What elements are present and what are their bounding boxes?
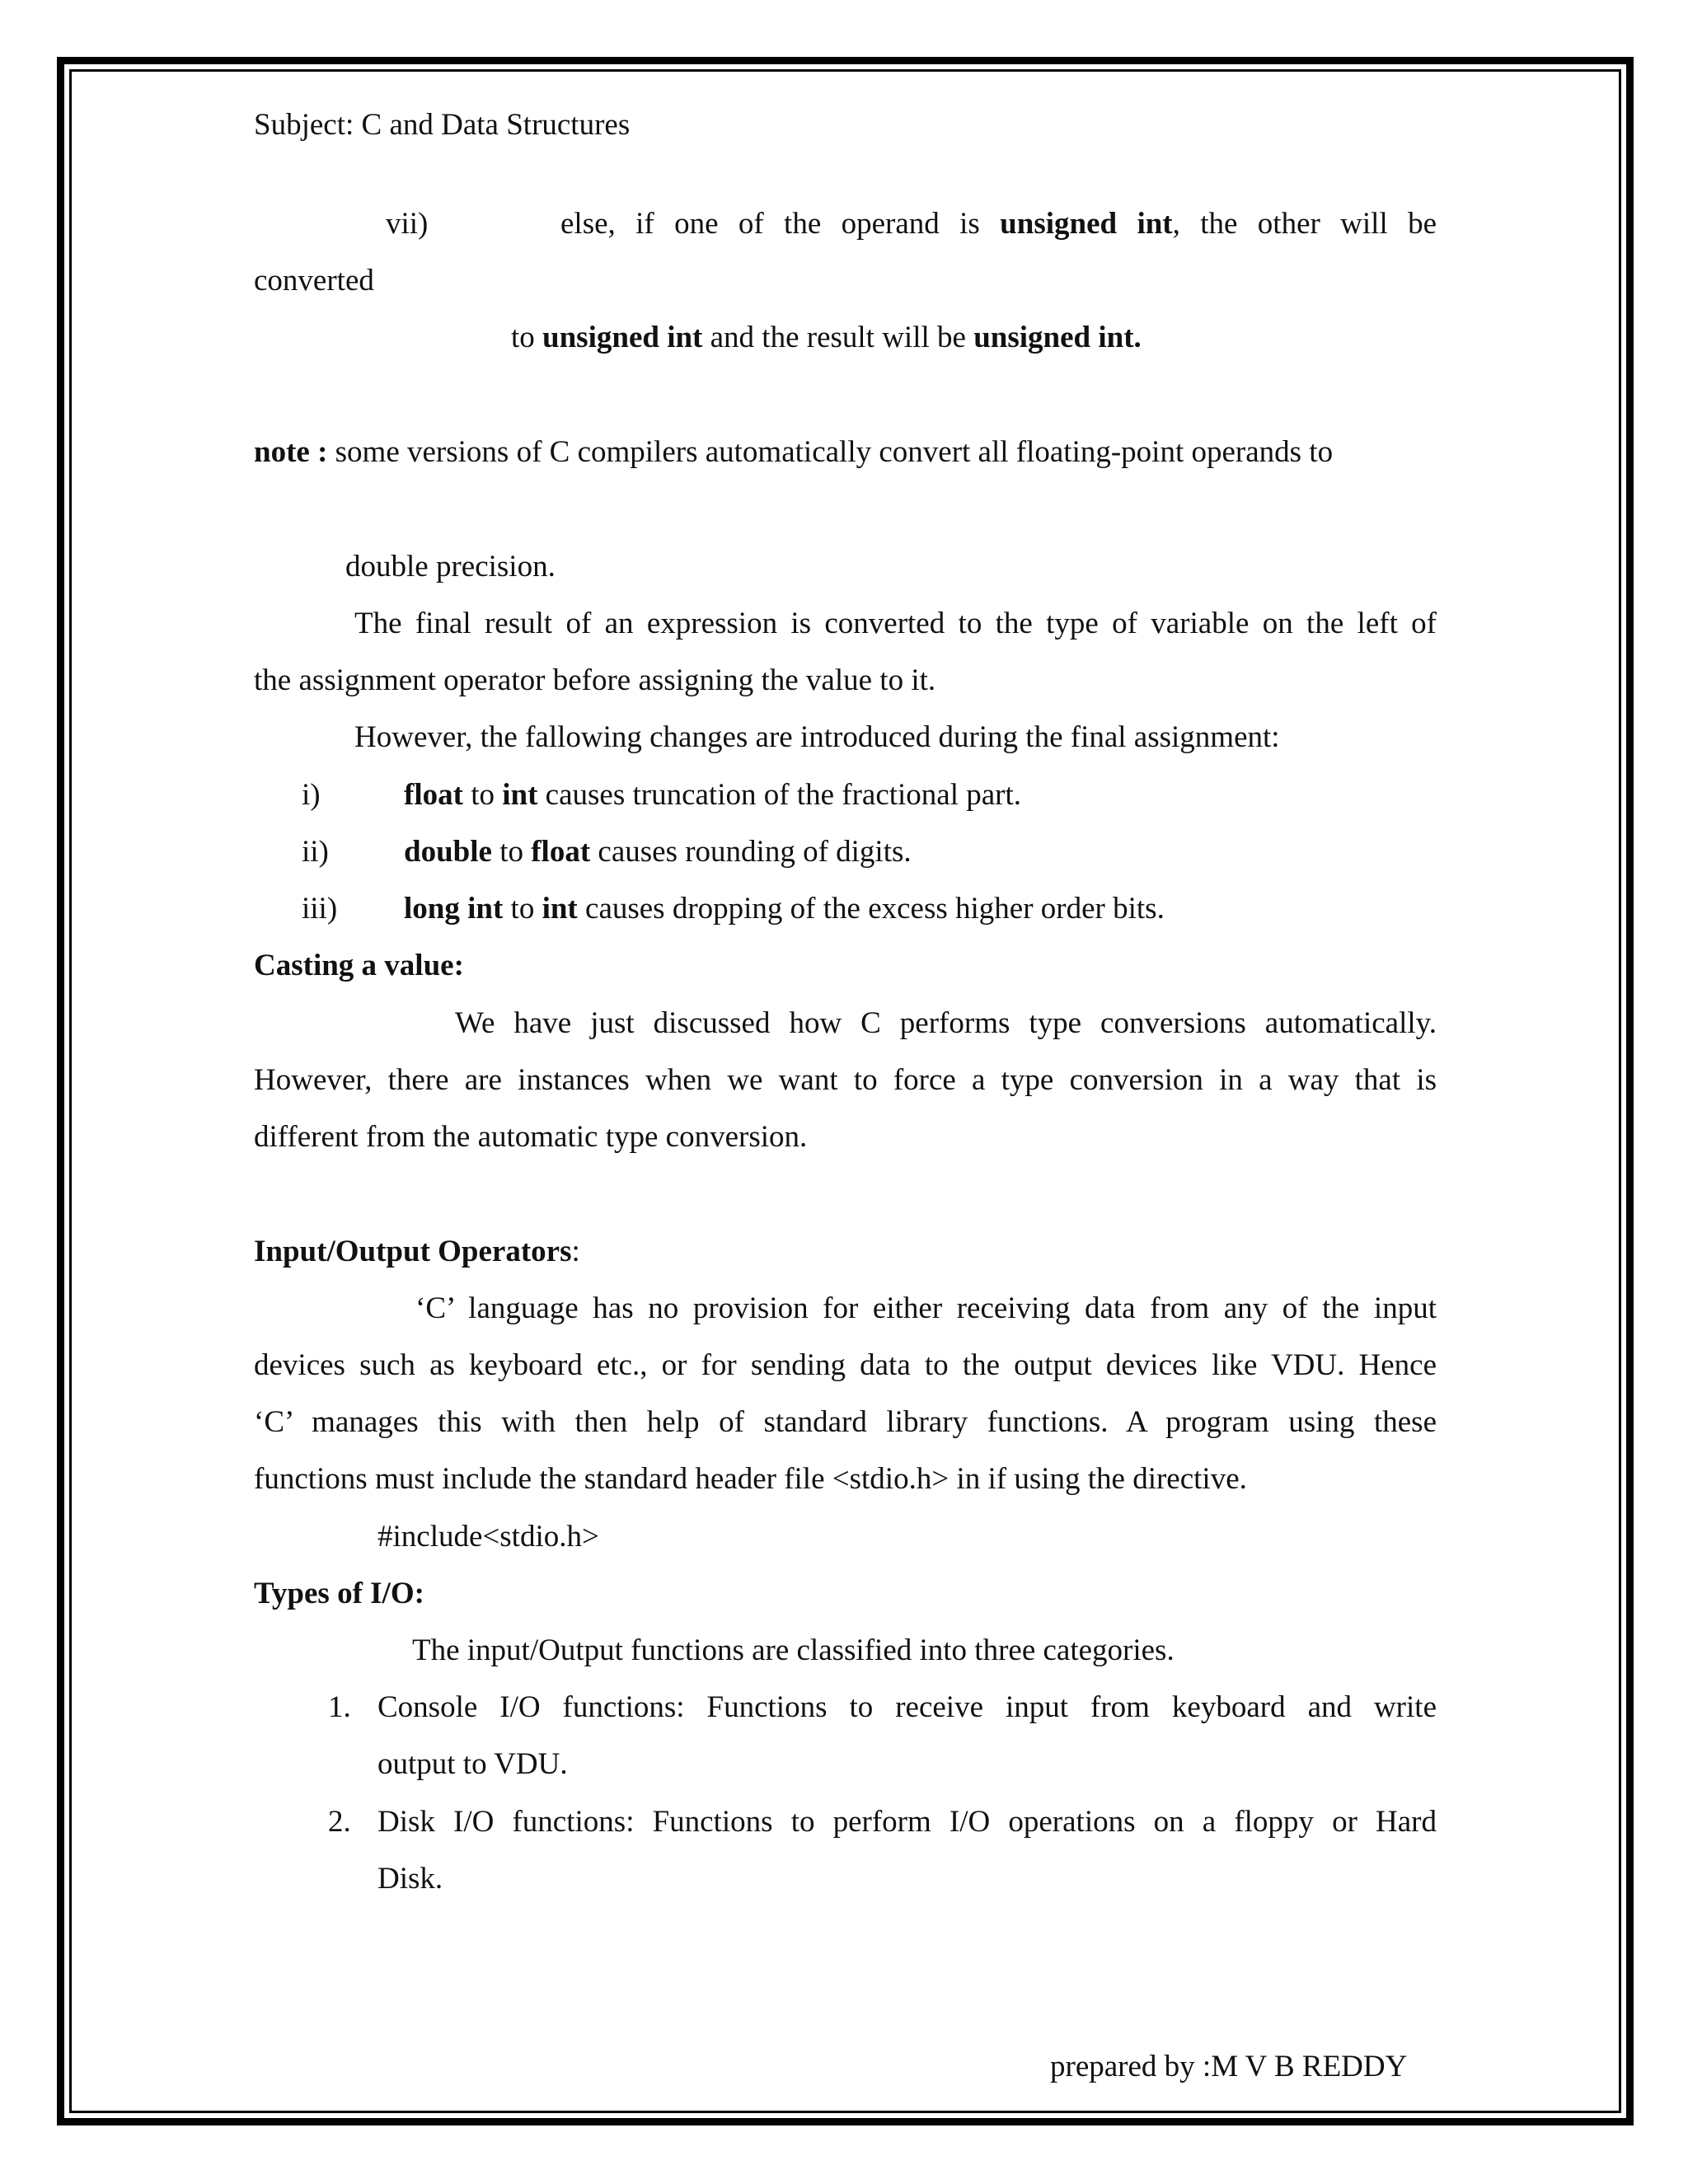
- io-operators-line3: ‘C’ manages this with then help of standard library functions. A program using these: [254, 1405, 1437, 1439]
- io-operators-heading: Input/Output Operators:: [254, 1235, 580, 1268]
- casting-line3: different from the automatic type conversion.: [254, 1120, 808, 1154]
- rule-vii-line3: to unsigned int and the result will be unsigned int.: [511, 321, 1142, 354]
- io-operators-line2: devices such as keyboard etc., or for sending data to the output devices like VDU. Hence: [254, 1348, 1437, 1382]
- rule-vii-marker: vii): [386, 207, 429, 241]
- change-marker-3: iii): [302, 892, 338, 926]
- io-operators-line1: ‘C’ language has no provision for either receiving data from any of the input: [415, 1291, 1437, 1325]
- casting-heading: Casting a value:: [254, 949, 464, 982]
- casting-line2: However, there are instances when we want to force a type conversion in a way that is: [254, 1063, 1437, 1097]
- final-assignment-intro: However, the fallowing changes are introduced during the final assignment:: [354, 720, 1280, 754]
- change-item-3: long int to int causes dropping of the excess higher order bits.: [404, 892, 1165, 926]
- document-page: [254, 0, 1437, 2184]
- types-io-marker-1: 1.: [328, 1690, 351, 1724]
- subject-header: Subject: C and Data Structures: [254, 108, 631, 142]
- types-io-item-2-line1: Disk I/O functions: Functions to perform I/O operations on a floppy or Hard: [377, 1805, 1437, 1839]
- final-result-line1: The final result of an expression is converted to the type of variable on the left of: [354, 607, 1437, 640]
- change-marker-1: i): [302, 778, 321, 812]
- rule-vii-line2: converted: [254, 264, 374, 298]
- prepared-by-footer: prepared by :M V B REDDY: [1050, 2050, 1408, 2083]
- types-io-heading: Types of I/O:: [254, 1577, 424, 1610]
- change-item-1: float to int causes truncation of the fractional part.: [404, 778, 1022, 812]
- types-io-item-1-line2: output to VDU.: [377, 1747, 568, 1781]
- io-operators-line4: functions must include the standard header file <stdio.h> in if using the directive.: [254, 1462, 1247, 1496]
- final-result-line2: the assignment operator before assigning the value to it.: [254, 663, 936, 697]
- types-io-item-2-line2: Disk.: [377, 1862, 443, 1896]
- note-continuation: double precision.: [345, 550, 556, 583]
- types-io-intro: The input/Output functions are classified into three categories.: [412, 1633, 1175, 1667]
- rule-vii-line1: else, if one of the operand is unsigned int, the other will be: [560, 207, 1437, 241]
- types-io-item-1-line1: Console I/O functions: Functions to receive input from keyboard and write: [377, 1690, 1437, 1724]
- include-directive: #include<stdio.h>: [377, 1520, 599, 1554]
- note-line: note : some versions of C compilers automatically convert all floating-point operands to: [254, 435, 1334, 469]
- types-io-marker-2: 2.: [328, 1805, 351, 1839]
- change-item-2: double to float causes rounding of digits.: [404, 835, 912, 869]
- casting-line1: We have just discussed how C performs type conversions automatically.: [455, 1006, 1437, 1040]
- change-marker-2: ii): [302, 835, 329, 869]
